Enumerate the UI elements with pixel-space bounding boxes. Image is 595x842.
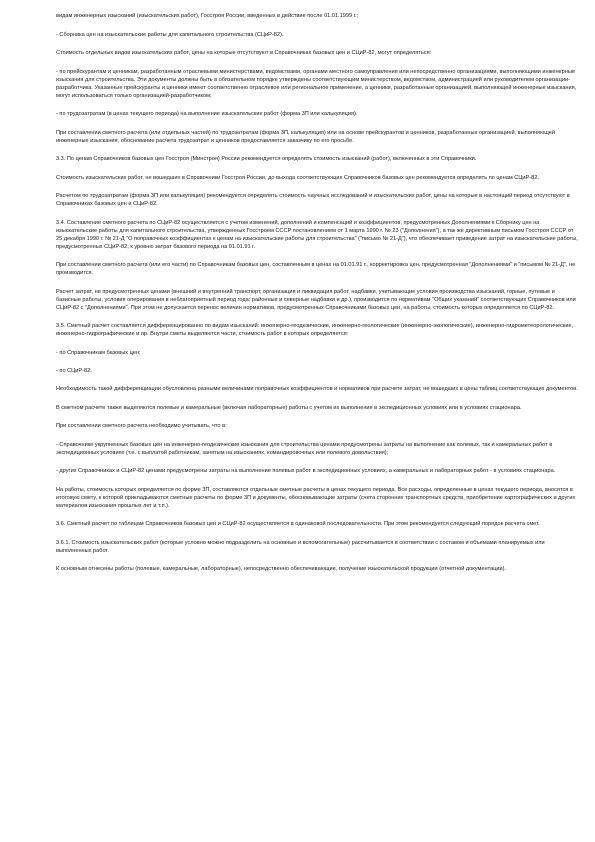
list-item-geodetic-handbook: - Справочнике укрупненных базовых цен на инженерно-геодезические изыскания для строительства ценами предусмотрены затраты на выполнение как полевых, так и камеральных работ в экспедиционных условиях (т.е. с выплатой работникам, занятым на изысканиях, командировочных или полевого довольствия); — [56, 441, 553, 456]
paragraph-intro-continuation: видам инженерных изысканий (изыскательских работ), Госстроя России, введенных в действие после 01.01.1999 г.; — [56, 13, 359, 19]
paragraph-labor-justification: При составлении сметного расчета (или отдельных частей) по трудозатратам (форма 3П, калькуляция) или на основе прейскурантов и ценников, разработанных организацией, выполняющей инженерные изыскания, обоснование расчета трудозатрат и ценников предоставляется заказчику по его просьбе. — [56, 129, 556, 144]
paragraph-labor-calculation: Расчетом по трудозатратам (форма 3П или калькуляция) рекомендуется определять стоимость научных исследований и изыскательских работ, цены на которые в настоящий период отсутствуют в Справочниках базовых цен и СЦиР-82. — [56, 193, 570, 207]
paragraph-other-works: Стоимость отдельных видов изыскательских работ, цены на которые отсутствуют в Справочниках базовых цен и СЦиР-82, могут определяться: — [56, 50, 432, 56]
paragraph-3-6: 3.6. Сметный расчет по таблицам Справочников базовых цен и СЦиР-82 осуществляется в одинаковой последовательности. При этом рекомендуется следующий порядок расчета смет. — [56, 521, 540, 527]
paragraph-not-included-works: Стоимость изыскательских работ, не вошедших в Справочники Госстроя России, до выхода соответствующих Справочников базовых цен рекомендуется определять по ценам СЦиР-82. — [56, 174, 539, 181]
list-item-sczir-82: - Сборника цен на изыскательские работы для капитального строительства (СЦиР-82). — [56, 31, 284, 38]
list-item-sczir: - по СЦиР-82. — [56, 367, 92, 374]
paragraph-main-works: К основным отнесены работы (полевые, камеральные, лабораторные), непосредственно обеспечивающие, получение изыскательской продукции (отчетной документации). — [56, 566, 507, 572]
list-item-price-lists: - по прейскурантам и ценникам, разработанным отраслевыми министерствами, ведомствами, органами местного самоуправления или непосредственно организациями, выполняющими инженерные изыскания для строительства. Эти документы должны быть в обязательном порядке утверждены соответствующим министерством, ведомством, администрацией или руководителем организации-разработчика. Указанные прейскуранты и ценники имеют соответственно отраслевое или региональное применение, а ценники, разработанные организацией, выполняющей инженерные изыскания, могут использоваться только организацией-разработчиком; — [56, 68, 577, 99]
paragraph-3-4: 3.4. Составление сметного расчета по СЦиР-82 осуществляется с учетом изменений, дополнений и компенсаций и коэффициентов, предусмотренных Дополнениями к Сборнику цен на изыскательские работы для капитального строительства, утвержденных Госстроем СССР постановлением от 1 марта 1990 г. № 23 ("Дополнения"), а так же директивным письмом Госстроя СССР от 25 декабря 1990 г. № 21-Д "О поправочных коэффициентах к ценам на изыскательские работы для строительства" ("письмо № 21-Д"), что обеспечивает приведение затрат на изыскательские работы, предусмотренных СЦиР-82, к уровню затрат базового периода на 01.01.91 г. — [56, 219, 578, 250]
list-item-base-price-handbooks: - по Справочникам базовых цен; — [56, 349, 141, 356]
paragraph-field-and-office-works: В сметном расчете также выделяются полевые и камеральные (включая лабораторные) работы с учетом их выполнения в экспедиционных условиях или в условиях стационара. — [56, 404, 522, 411]
list-item-other-handbooks: - других Справочниках и СЦиР-82 ценами предусмотрены затраты на выполнение полевых работ в экспедиционных условиях, а камеральных и лабораторных работ - в условиях стационара. — [56, 468, 556, 474]
paragraph-3-3: 3.3. По ценам Справочников базовых цен Госстроя (Минстроя) России рекомендуется определять стоимость изысканий (работ), включенных в эти Справочники. — [56, 156, 477, 162]
paragraph-extra-costs: Расчет затрат, не предусмотренных ценами (внешний и внутренний транспорт, организация и ликвидация работ, надбавки, учитывающие условия производства изысканий, горные, путевые и базисные работы, условия оперирования в неблагоприятный период года; районные и северные надбавки и др.), производится по нормативам "Общих указаний" соответствующих Справочников или СЦиР-82 с "Дополнениями". При этом не допускается перенос величин нормативов, предусмотренных Справочниками базовых цен, на работы, стоимость которых определяется по СЦиР-82. — [56, 288, 576, 311]
paragraph-differentiation: Необходимость такой дифференциации обусловлена разными величинами поправочных коэффициентов и нормативов при расчете затрат, не вошедших в цены таблиц соответствующих документов. — [56, 386, 578, 392]
paragraph-form-3p: На работы, стоимость которых определяется по форме 3П, составляются отдельные сметные расчеты в ценах текущего периода. Все расходы, определенные в ценах текущего периода, вносятся в итоговую смету, к которой прикладываются сметные расчеты по форме 3П и документы, обосновывающие затраты (счета сторонних транспортных средств, приобретение картографических и других материалов изыскания прошлых лет и т.п.). — [56, 486, 576, 509]
paragraph-3-6-1: 3.6.1. Стоимость изыскательских работ (которые условно можно подразделить на основные и вспомогательные) рассчитывается в соответствии с составом и объемами планируемых или выполненных работ. — [56, 539, 545, 554]
paragraph-base-price-correction: При составлении сметного расчета (или его части) по Справочникам базовых цен, составленным в ценах на 01.01.91 г., корректировка цен, предусмотренная "Дополнениями" и "письмом № 21-Д", не производится. — [56, 262, 576, 276]
list-item-labor-costs: - по трудозатратам (в ценах текущего периода) на выполнение изыскательских работ (форма 3П или калькуляция). — [56, 111, 358, 117]
paragraph-3-5: 3.5. Сметный расчет составляется дифференцированно по видам изысканий: инженерно-геодезические, инженерно-геологические (инженерно-экологические), инженерно-гидрометеорологические, инженерно-гидрографические и пр. Внутри сметы выделяются части, стоимость работ в которых определяется: — [56, 323, 574, 337]
paragraph-consider: При составлении сметного расчета необходимо учитывать, что в: — [56, 423, 227, 429]
